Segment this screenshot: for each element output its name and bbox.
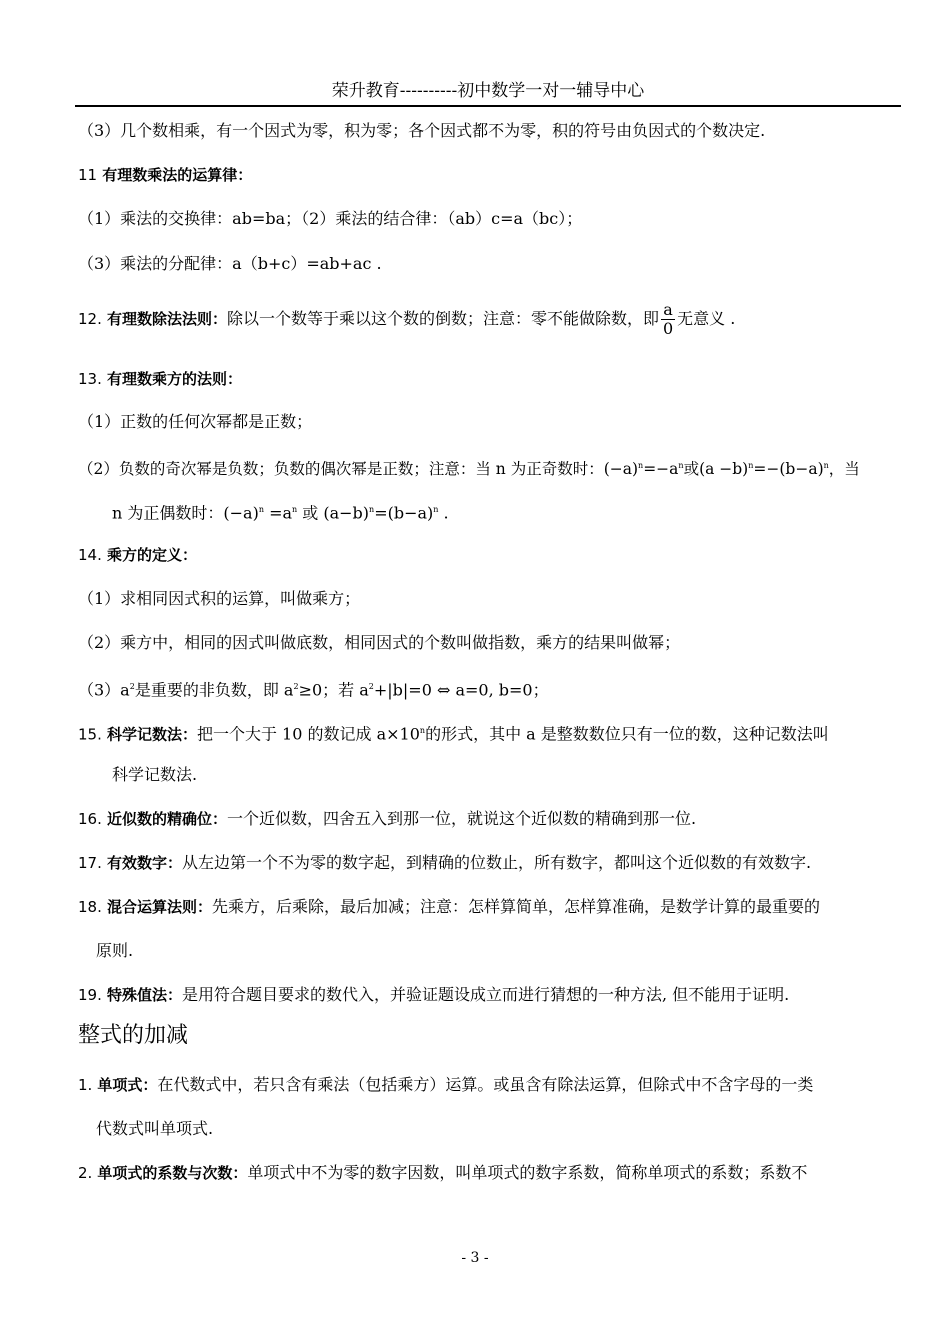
section-text-tail: 无意义 . <box>677 309 736 328</box>
section-heading-16 <box>78 809 696 829</box>
item-number: 1. <box>78 1076 93 1094</box>
section-number: 14. <box>78 546 102 564</box>
section-text: 是用符合题目要求的数代入，并验证题设成立而进行猜想的一种方法, 但不能用于证明. <box>181 985 790 1004</box>
superscript: 2 <box>368 682 374 691</box>
text-run: +|b|=0 ⇔ a=0, b=0； <box>373 680 549 700</box>
text-run: =(b−a) <box>374 503 434 523</box>
text-run: 是重要的非负数，即 a <box>134 680 294 700</box>
section-heading-15 <box>78 721 829 744</box>
text-line <box>78 456 860 479</box>
section-number: 18. <box>78 898 102 916</box>
fraction-denominator: 0 <box>662 319 674 338</box>
section-number: 12. <box>78 310 102 328</box>
item-title: 单项式的系数与次数： <box>97 1164 248 1182</box>
section-text: 先乘方，后乘除，最后加减；注意：怎样算简单，怎样算准确，是数学计算的最重要的 <box>211 897 820 916</box>
text-line: （3）乘法的分配律：a（b+c）=ab+ac . <box>78 254 382 273</box>
section-text: 从左边第一个不为零的数字起，到精确的位数止，所有数字，都叫这个近似数的有效数字. <box>181 853 812 872</box>
text-line: （1）求相同因式积的运算，叫做乘方； <box>78 589 361 608</box>
superscript: n <box>678 461 684 470</box>
section-heading-17 <box>78 853 811 873</box>
text-line: （1）乘法的交换律：ab=ba；（2）乘法的结合律：（ab）c=a（bc）； <box>78 209 583 228</box>
text-line <box>112 500 449 523</box>
page-number: - 3 - <box>461 1250 489 1266</box>
section-number: 15. <box>78 725 102 744</box>
text-run: . <box>438 503 449 523</box>
text-run: （3）a <box>78 680 130 700</box>
text-run: 的形式，其中 a 是整数数位只有一位的数，这种记数法叫 <box>425 724 829 744</box>
superscript: n <box>433 505 439 514</box>
page-header: 荣升教育----------初中数学一对一辅导中心 <box>331 81 645 101</box>
section-number: 11 <box>78 166 98 184</box>
section-heading-18 <box>78 897 820 917</box>
text-line: 代数式叫单项式. <box>96 1119 214 1138</box>
section-title: 有理数乘方的法则： <box>106 370 242 388</box>
section-title: 混合运算法则： <box>106 898 212 916</box>
superscript: n <box>823 461 829 470</box>
text-line: （2）乘方中，相同的因式叫做底数，相同因式的个数叫做指数，乘方的结果叫做幂； <box>78 633 681 652</box>
section-number: 16. <box>78 810 102 828</box>
superscript: n <box>748 461 754 470</box>
text-run: 或 (a−b) <box>297 503 370 523</box>
section-title: 科学记数法： <box>106 725 197 744</box>
text-run: =−(b−a) <box>753 460 824 479</box>
superscript: n <box>419 726 426 735</box>
section-number: 19. <box>78 986 102 1004</box>
section-title: 特殊值法： <box>106 986 182 1004</box>
text-run: ≥0；若 a <box>298 680 369 700</box>
superscript: 2 <box>129 682 135 691</box>
superscript: n <box>258 505 264 514</box>
definition-1 <box>78 1075 813 1095</box>
text-line: （3）几个数相乘，有一个因式为零，积为零；各个因式都不为零，积的符号由负因式的个数决定. <box>78 121 766 140</box>
fraction-numerator: a <box>661 301 675 320</box>
section-number: 17. <box>78 854 102 872</box>
text-line: 原则. <box>96 941 134 960</box>
text-line <box>78 677 549 700</box>
text-run: 把一个大于 10 的数记成 a×10 <box>196 724 420 744</box>
section-text: 一个近似数，四舍五入到那一位，就说这个近似数的精确到那一位. <box>226 809 697 828</box>
section-heading-19 <box>78 985 789 1005</box>
item-text: 单项式中不为零的数字因数，叫单项式的数字系数，简称单项式的系数；系数不 <box>247 1163 808 1182</box>
text-run: n 为正偶数时：(−a) <box>112 503 259 523</box>
text-line: 科学记数法. <box>112 765 198 784</box>
section-heading-13 <box>78 369 242 389</box>
text-run: 或(a −b) <box>683 460 749 479</box>
text-run: （2）负数的奇次幂是负数；负数的偶次幂是正数；注意：当 n 为正奇数时：(−a) <box>78 460 639 479</box>
text-run: =−a <box>643 460 679 479</box>
section-title: 有效数字： <box>106 854 182 872</box>
item-number: 2. <box>78 1164 93 1182</box>
section-heading-12 <box>78 300 735 338</box>
superscript: n <box>638 461 644 470</box>
definition-2 <box>78 1163 807 1183</box>
fraction <box>661 301 675 338</box>
section-heading-11 <box>78 165 252 185</box>
section-number: 13. <box>78 370 102 388</box>
section-title: 乘方的定义： <box>106 546 197 564</box>
text-run: ，当 <box>828 460 860 479</box>
section-text: 除以一个数等于乘以这个数的倒数；注意：零不能做除数，即 <box>226 309 659 328</box>
section-title: 有理数乘法的运算律： <box>102 166 253 184</box>
item-title: 单项式： <box>97 1076 158 1094</box>
text-run: =a <box>263 503 293 523</box>
superscript: n <box>292 505 298 514</box>
section-title: 近似数的精确位： <box>106 810 227 828</box>
section-title: 有理数除法法则： <box>106 310 227 328</box>
superscript: 2 <box>293 682 299 691</box>
text-line: （1）正数的任何次幂都是正数； <box>78 412 313 431</box>
superscript: n <box>369 505 375 514</box>
header-divider <box>75 105 901 107</box>
section-heading-14 <box>78 545 197 565</box>
chapter-heading: 整式的加减 <box>78 1023 189 1048</box>
item-text: 在代数式中，若只含有乘法（包括乘方）运算。或虽含有除法运算，但除式中不含字母的一类 <box>157 1075 814 1094</box>
